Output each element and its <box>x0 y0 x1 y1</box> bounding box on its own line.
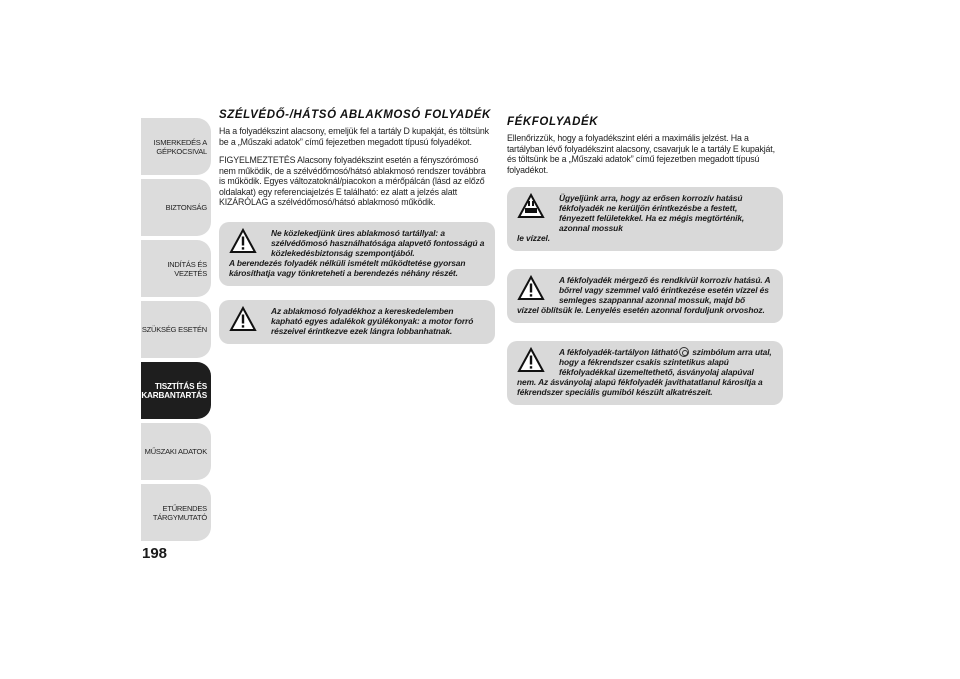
tab-label: SZÜKSÉG ESETÉN <box>141 325 207 334</box>
warning-text: A fékfolyadék mérgező és rendkívül korrozív hatású. A bőrrel vagy szemmel való érintkezése esetén vízzel és semleges szappannal azonnal mossuk, majd bő <box>559 275 771 305</box>
tab-label: BIZTONSÁG <box>165 203 207 212</box>
warning-text: vízzel öblítsük le. Lenyelés esetén azonnal forduljunk orvoshoz. <box>517 305 765 315</box>
tab-inditas[interactable] <box>141 240 211 297</box>
tab-tisztitas[interactable] <box>141 362 211 419</box>
warning-box <box>507 269 783 323</box>
tab-ismerkedes[interactable] <box>141 118 211 175</box>
paragraph: Ha a folyadékszint alacsony, emeljük fel a tartály D kupakját, és töltsünk be a „Műszaki adatok” című fejezetben megadott típusú folyadékot. <box>219 126 489 147</box>
warning-text: nem. Az ásványolaj alapú fékfolyadék javíthatatlanul károsítja a fékrendszer speciális gumiból készült alkatrészeit. <box>517 377 763 397</box>
tab-label: MŰSZAKI ADATOK <box>144 447 207 456</box>
section-heading: FÉKFOLYADÉK <box>507 116 599 128</box>
warning-box <box>219 222 495 286</box>
warning-triangle-icon <box>229 228 257 254</box>
tab-biztonsag[interactable] <box>141 179 211 236</box>
tab-targymutato[interactable] <box>141 484 211 541</box>
warning-text: Ne közlekedjünk üres ablakmosó tartállyal: a szélvédőmosó használhatósága alapvető fontosságú a közlekedésbiztonság szempontjából. <box>271 227 485 258</box>
warning-text: Az ablakmosó folyadékhoz a kereskedelemben kapható egyes adalékok gyúlékonyak: a motor forró részeivel érintkezve ezek lángra lobbanhatnak. <box>271 305 474 336</box>
warning-text: A berendezés folyadék nélküli ismételt működtetése gyorsan károsíthatja vagy tönkreteheti a berendezés néhány részét. <box>229 257 466 278</box>
warning-box <box>219 300 495 344</box>
warning-text: Ügyeljünk arra, hogy az erősen korrozív hatású fékfolyadék ne kerüljön érintkezésbe a festett, fényezett felületekkel. Ha ez mégis megtörténik, azonnal mossuk <box>559 193 745 233</box>
warning-box <box>507 341 783 405</box>
tab-label: TISZTÍTÁS ÉS KARBANTARTÁS <box>141 381 207 400</box>
corrosive-hazard-icon <box>517 193 545 219</box>
paragraph: Ellenőrizzük, hogy a folyadékszint eléri a maximális jelzést. Ha a tartályban lévő folyadékszint alacsony, csavarjuk le a tartály E kupakját, és töltsünk be a „Műszaki adatok” című fejezetben megadott típusú folyadékot. <box>507 133 775 175</box>
tab-szukseg[interactable] <box>141 301 211 358</box>
tab-label: INDÍTÁS ÉS VEZETÉS <box>167 259 207 278</box>
tab-label: ETŰRENDES TÁRGYMUTATÓ <box>152 503 207 522</box>
synthetic-fluid-symbol-icon <box>679 347 689 357</box>
section-heading: SZÉLVÉDŐ-/HÁTSÓ ABLAKMOSÓ FOLYADÉK <box>219 109 491 121</box>
warning-text: szimbólum arra utal, hogy a fékrendszer csakis szintetikus alapú fékfolyadékkal üzemeltethető, ásványolaj alapúval <box>559 347 772 377</box>
warning-text: A fékfolyadék-tartályon látható <box>559 347 678 357</box>
warning-triangle-icon <box>517 275 545 301</box>
page-number: 198 <box>142 545 168 562</box>
tab-muszaki[interactable] <box>141 423 211 480</box>
brake-fluid-section <box>507 117 783 419</box>
warning-text: le vízzel. <box>517 233 550 243</box>
tab-label: ISMERKEDÉS A GÉPKOCSIVAL <box>153 137 207 156</box>
warning-triangle-icon <box>229 306 257 332</box>
washer-fluid-section <box>219 110 495 358</box>
warning-triangle-icon <box>517 347 545 373</box>
paragraph: FIGYELMEZTETÉS Alacsony folyadékszint esetén a fényszórómosó nem működik, de a szélvédőmosó/hátsó ablakmosó rendszer továbbra is működik. Egyes változatoknál/piacokon a mérőpálcán (lásd az előző oldalakat) egy referenciajelzés E található: ez alatt a jelzés alatt KIZÁRÓLAG a szélvédőmosó/hátsó ablakmosó működik. <box>219 155 486 207</box>
warning-box <box>507 187 783 251</box>
chapter-tabs <box>141 118 211 545</box>
